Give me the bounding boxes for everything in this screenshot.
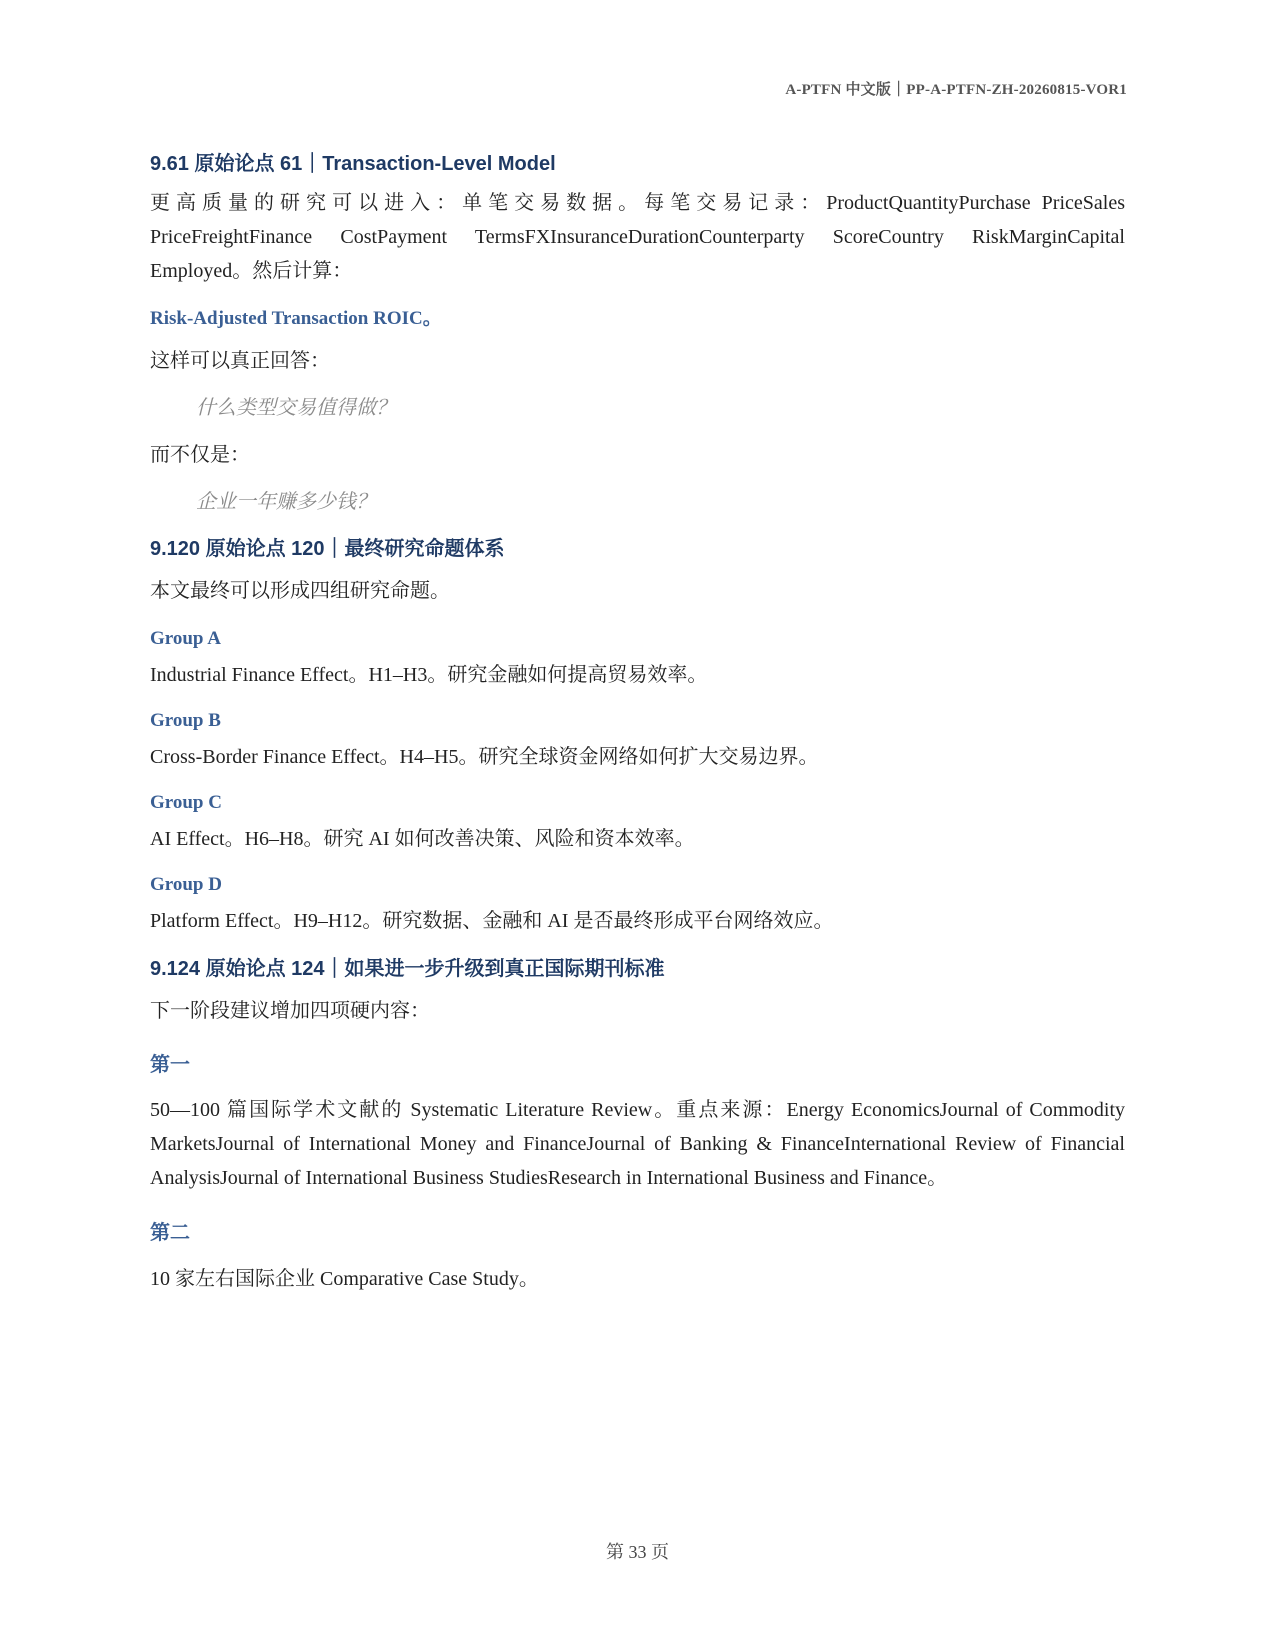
second-item-heading: 第二 [150, 1222, 190, 1244]
group-c-heading: Group C [150, 792, 222, 813]
section-9-120-intro: 本文最终可以形成四组研究命题。 [150, 580, 450, 602]
section-heading-9-120: 9.120 原始论点 120｜最终研究命题体系 [150, 538, 505, 560]
group-b-heading: Group B [150, 710, 221, 731]
section-9-124-intro: 下一阶段建议增加四项硬内容： [150, 1000, 430, 1022]
risk-adjusted-metric-heading: Risk-Adjusted Transaction ROIC。 [150, 308, 442, 329]
section-9-61-paragraph: 更高质量的研究可以进入：单笔交易数据。每笔交易记录：ProductQuantityPurchase PriceSales PriceFreightFinance CostPayment TermsFXInsuranceDurationCounterparty ScoreCountry RiskMarginCapital Employed。然后计算： [150, 192, 1125, 282]
group-d-heading: Group D [150, 874, 222, 895]
section-9-61-contrast: 而不仅是： [150, 444, 250, 466]
page-number: 第 33 页 [606, 1542, 669, 1562]
section-heading-9-124: 9.124 原始论点 124｜如果进一步升级到真正国际期刊标准 [150, 958, 665, 980]
question-quote-1: 什么类型交易值得做？ [196, 397, 396, 419]
group-a-text: Industrial Finance Effect。H1–H3。研究金融如何提高贸易效率。 [150, 664, 708, 686]
first-item-text: 50—100 篇国际学术文献的 Systematic Literature Review。重点来源：Energy EconomicsJournal of Commodity MarketsJournal of International Money and FinanceJournal of Banking & FinanceInternational Review of Financial AnalysisJournal of International Business StudiesResearch in International Business and Finance。 [150, 1099, 1125, 1189]
second-item-text: 10 家左右国际企业 Comparative Case Study。 [150, 1268, 539, 1290]
page-content [150, 150, 1125, 1297]
section-heading-9-61: 9.61 原始论点 61｜Transaction-Level Model [150, 153, 556, 175]
group-c-text: AI Effect。H6–H8。研究 AI 如何改善决策、风险和资本效率。 [150, 828, 695, 850]
group-d-text: Platform Effect。H9–H12。研究数据、金融和 AI 是否最终形成平台网络效应。 [150, 910, 834, 932]
running-header: A-PTFN 中文版｜PP-A-PTFN-ZH-20260815-VOR1 [785, 82, 1127, 98]
section-9-61-lead-in: 这样可以真正回答： [150, 350, 330, 372]
first-item-heading: 第一 [150, 1054, 190, 1076]
group-b-text: Cross-Border Finance Effect。H4–H5。研究全球资金网络如何扩大交易边界。 [150, 746, 819, 768]
group-a-heading: Group A [150, 628, 221, 649]
question-quote-2: 企业一年赚多少钱？ [196, 491, 376, 513]
